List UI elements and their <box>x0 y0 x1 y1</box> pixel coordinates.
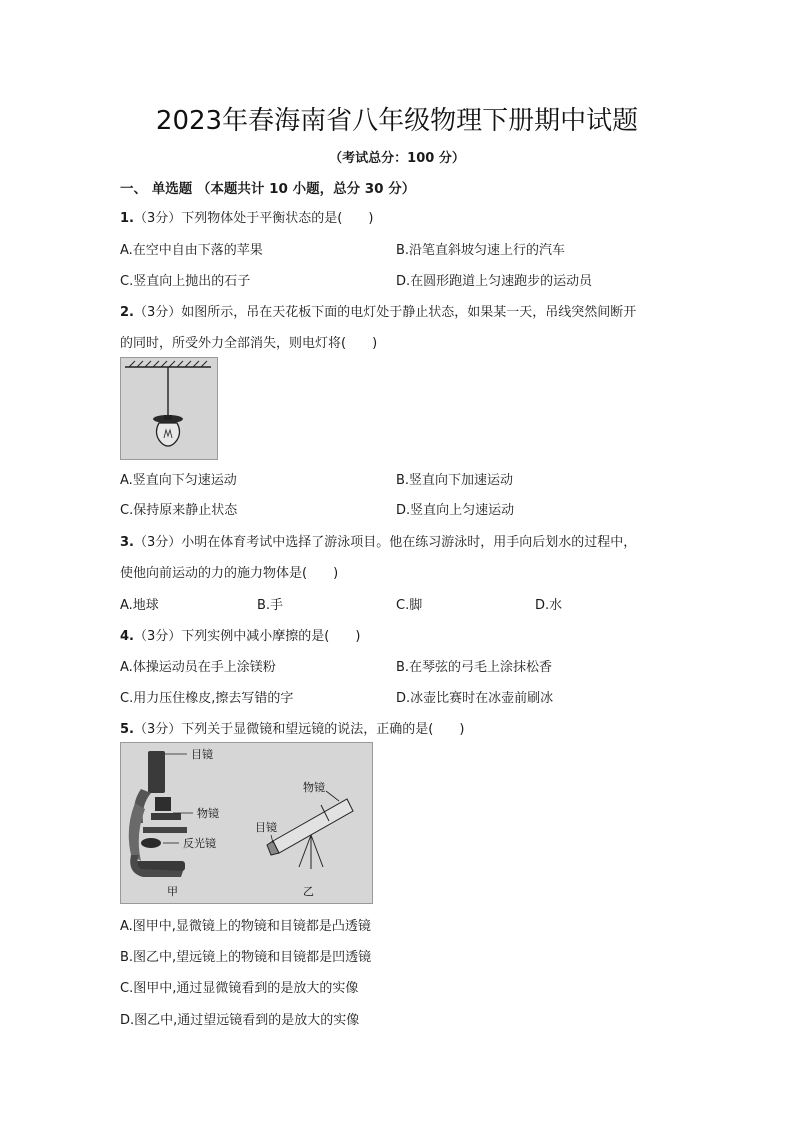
option-c: C.图甲中,通过显微镜看到的是放大的实像 <box>120 981 359 996</box>
option-a: A.体操运动员在手上涂镁粉 <box>120 660 276 675</box>
option-c: C.用力压住橡皮,擦去写错的字 <box>120 691 294 706</box>
question-number: 1. <box>120 211 134 226</box>
option-d: D.水 <box>535 598 563 613</box>
question-text-line-1: （3分）小明在体育考试中选择了游泳项目。他在练习游泳时，用手向后划水的过程中， <box>133 535 637 550</box>
option-a: A.地球 <box>120 598 159 613</box>
option-b: B.竖直向下加速运动 <box>396 473 514 488</box>
option-a: A.图甲中,显微镜上的物镜和目镜都是凸透镜 <box>120 919 371 934</box>
option-b: B.图乙中,望远镜上的物镜和目镜都是凹透镜 <box>120 950 372 965</box>
hanging-lamp-figure <box>120 357 218 460</box>
option-d: D.冰壶比赛时在冰壶前刷冰 <box>396 691 554 706</box>
exam-total-score: （考试总分：100 分） <box>329 151 465 166</box>
option-b: B.在琴弦的弓毛上涂抹松香 <box>396 660 553 675</box>
label-objective: 物镜 <box>197 807 219 820</box>
option-c: C.竖直向上抛出的石子 <box>120 274 251 289</box>
question-number: 4. <box>120 629 134 644</box>
question-text-line-1: （3分）如图所示，吊在天花板下面的电灯处于静止状态，如果某一天，吊线突然间断开 <box>133 305 637 320</box>
label-tele-objective: 物镜 <box>303 781 325 794</box>
option-d: D.在圆形跑道上匀速跑步的运动员 <box>396 274 593 289</box>
option-d: D.图乙中,通过望远镜看到的是放大的实像 <box>120 1013 360 1028</box>
option-c: C.保持原来静止状态 <box>120 503 238 518</box>
question-5 <box>120 718 464 737</box>
label-jia: 甲 <box>167 885 178 898</box>
option-a: A.竖直向下匀速运动 <box>120 473 237 488</box>
question-text-line-2: 使他向前运动的力的施力物体是( ) <box>120 566 339 581</box>
question-1 <box>120 207 373 226</box>
question-text: （3分）下列物体处于平衡状态的是( ) <box>133 211 374 226</box>
lamp-illustration <box>121 358 217 459</box>
question-3 <box>120 531 636 550</box>
question-2 <box>120 301 636 320</box>
label-tele-eyepiece: 目镜 <box>255 821 277 834</box>
question-number: 3. <box>120 535 134 550</box>
section-heading: 一、 单选题 （本题共计 10 小题，总分 30 分） <box>120 181 416 197</box>
page-title: 2023年春海南省八年级物理下册期中试题 <box>155 106 639 136</box>
question-text-line-2: 的同时，所受外力全部消失，则电灯将( ) <box>120 336 378 351</box>
label-yi: 乙 <box>303 885 314 898</box>
option-b: B.手 <box>257 598 284 613</box>
question-number: 5. <box>120 722 134 737</box>
microscope-telescope-figure <box>120 742 373 904</box>
label-mirror: 反光镜 <box>183 837 216 850</box>
option-b: B.沿笔直斜坡匀速上行的汽车 <box>396 243 566 258</box>
option-a: A.在空中自由下落的苹果 <box>120 243 263 258</box>
option-d: D.竖直向上匀速运动 <box>396 503 515 518</box>
option-c: C.脚 <box>396 598 423 613</box>
label-eyepiece: 目镜 <box>191 748 213 761</box>
question-text: （3分）下列实例中减小摩擦的是( ) <box>133 629 361 644</box>
question-4 <box>120 625 360 644</box>
question-text: （3分）下列关于显微镜和望远镜的说法，正确的是( ) <box>133 722 465 737</box>
question-number: 2. <box>120 305 134 320</box>
optics-illustration <box>121 743 372 903</box>
